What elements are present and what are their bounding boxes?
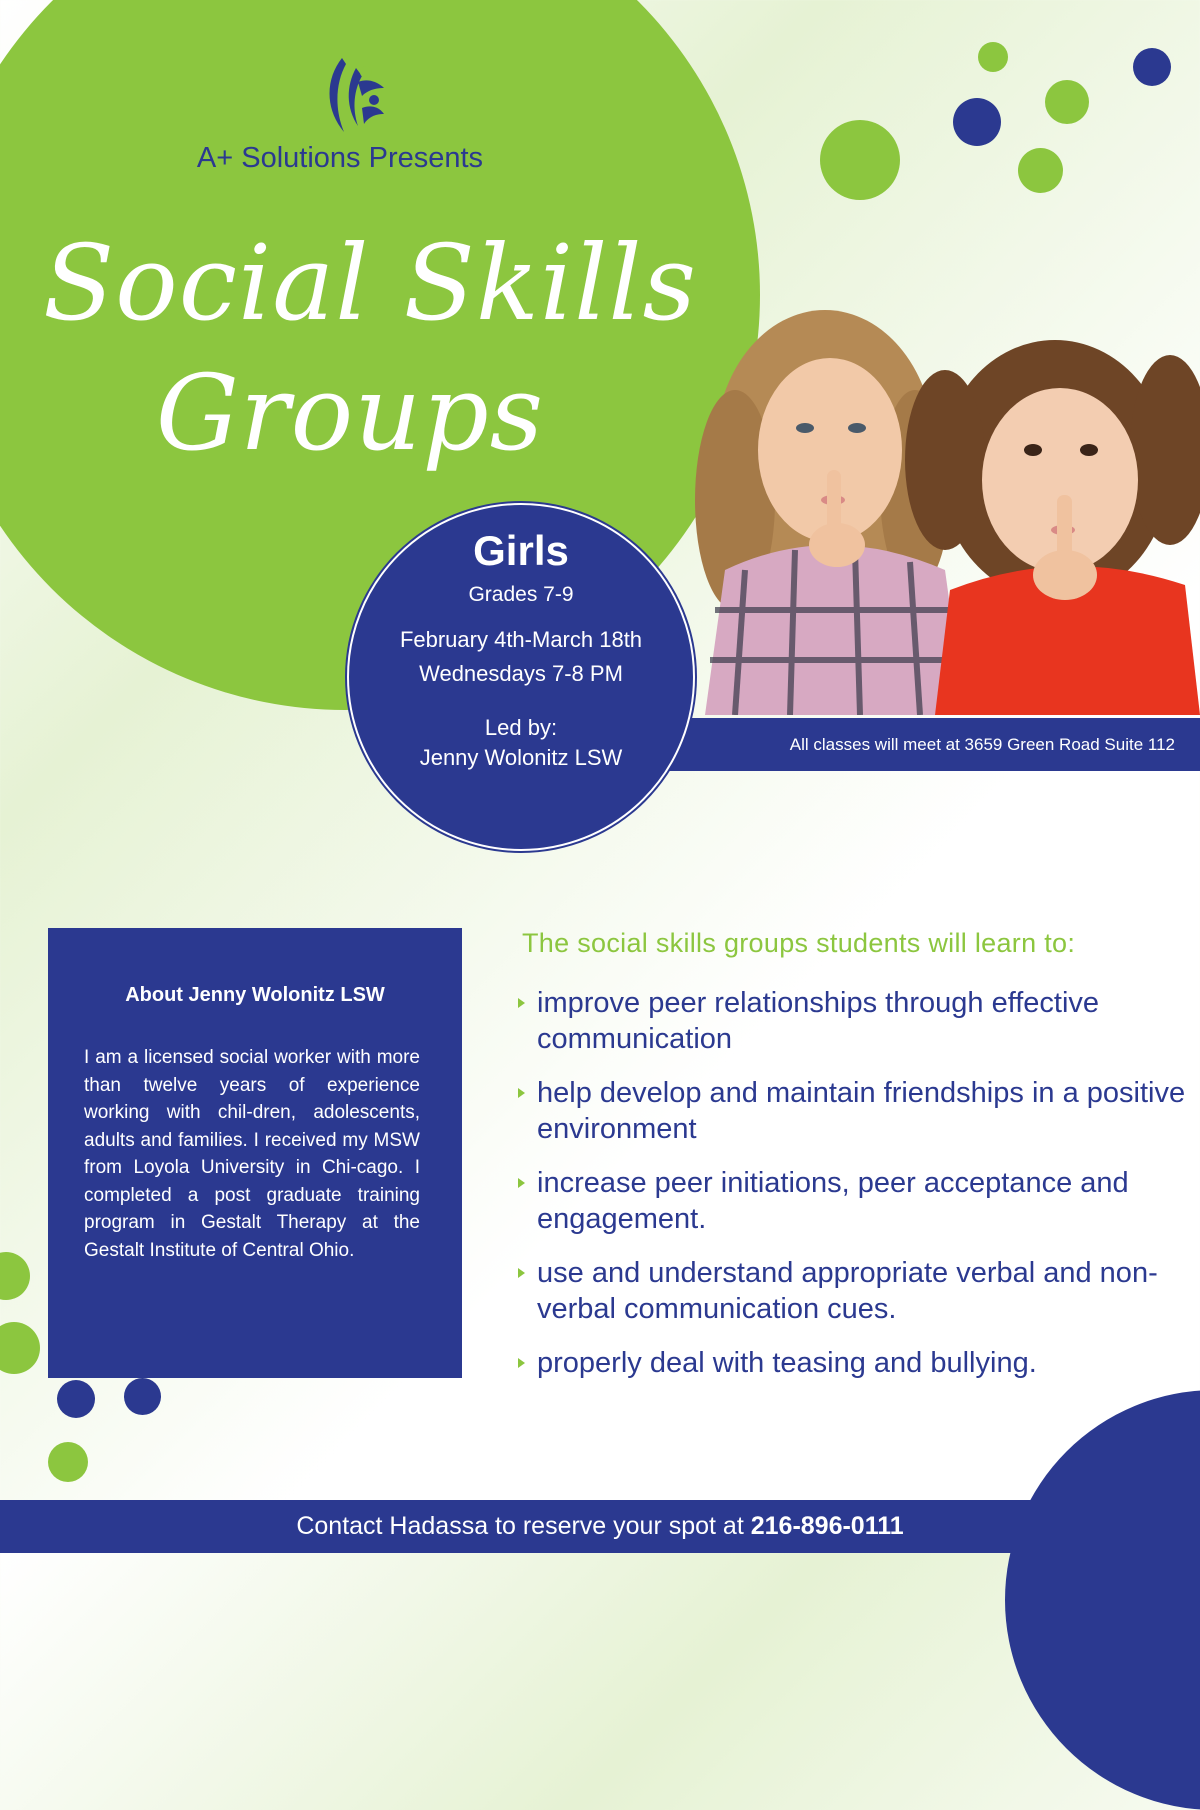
contact-text: Contact Hadassa to reserve your spot at: [296, 1512, 751, 1540]
decor-dot: [953, 98, 1001, 146]
decor-dot: [0, 1252, 30, 1300]
decor-dot: [1045, 80, 1089, 124]
decor-dot: [0, 1322, 40, 1374]
bullet-arrow-icon: [518, 1268, 525, 1278]
about-box: [48, 928, 462, 1378]
contact-footer: [0, 1500, 1200, 1553]
presents-text: A+ Solutions Presents: [196, 142, 484, 174]
title-line-2: Groups: [155, 352, 545, 474]
bullet-arrow-icon: [518, 1178, 525, 1188]
a-plus-solutions-logo: [322, 48, 386, 136]
list-item-text: improve peer relationships through effective communication: [537, 987, 1100, 1055]
leader-name: Jenny Wolonitz LSW: [419, 745, 623, 770]
list-item: [512, 1165, 1192, 1237]
about-body: I am a licensed social worker with more than twelve years of experience working with chil-dren, adolescents, adults and families. I received my MSW from Loyola University in Chi-cago. I completed a post graduate training program in Gestalt Therapy at the Gestalt Institute of Central Ohio.: [84, 1047, 420, 1261]
list-item-text: help develop and maintain friendships in a positive environment: [537, 1077, 1186, 1145]
address-bar: All classes will meet at 3659 Green Road Suite 112: [640, 718, 1200, 771]
about-title: About Jenny Wolonitz LSW: [125, 984, 385, 1006]
learn-heading: The social skills groups students will learn to:: [522, 928, 1076, 958]
bullet-arrow-icon: [518, 1088, 525, 1098]
list-item: [512, 1255, 1192, 1327]
list-item-text: properly deal with teasing and bullying.: [537, 1347, 1037, 1379]
decor-dot: [57, 1380, 95, 1418]
decor-dot: [978, 42, 1008, 72]
decor-dot: [820, 120, 900, 200]
list-item-text: use and understand appropriate verbal and non-verbal communication cues.: [537, 1257, 1158, 1325]
dates-text: February 4th-March 18th: [399, 627, 643, 652]
led-by-label: Led by:: [484, 715, 558, 740]
group-name: Girls: [473, 527, 569, 574]
grades-text: Grades 7-9: [468, 583, 574, 606]
decor-dot: [48, 1442, 88, 1482]
list-item: [512, 985, 1192, 1057]
phone-number[interactable]: 216-896-0111: [750, 1512, 904, 1540]
two-girls-shushing-photo: [665, 300, 1200, 715]
list-item-text: increase peer initiations, peer acceptance and engagement.: [537, 1167, 1129, 1235]
list-item: [512, 1345, 1192, 1381]
list-item: [512, 1075, 1192, 1147]
session-info-circle: [347, 503, 695, 851]
bullet-arrow-icon: [518, 1358, 525, 1368]
decor-dot: [124, 1378, 161, 1415]
decor-dot: [1018, 148, 1063, 193]
decor-dot: [1133, 48, 1171, 86]
decor-corner-circle: [1005, 1390, 1200, 1810]
learn-list: [512, 985, 1192, 1399]
title-line-1: Social Skills: [42, 222, 698, 344]
bullet-arrow-icon: [518, 998, 525, 1008]
schedule-text: Wednesdays 7-8 PM: [419, 661, 623, 686]
